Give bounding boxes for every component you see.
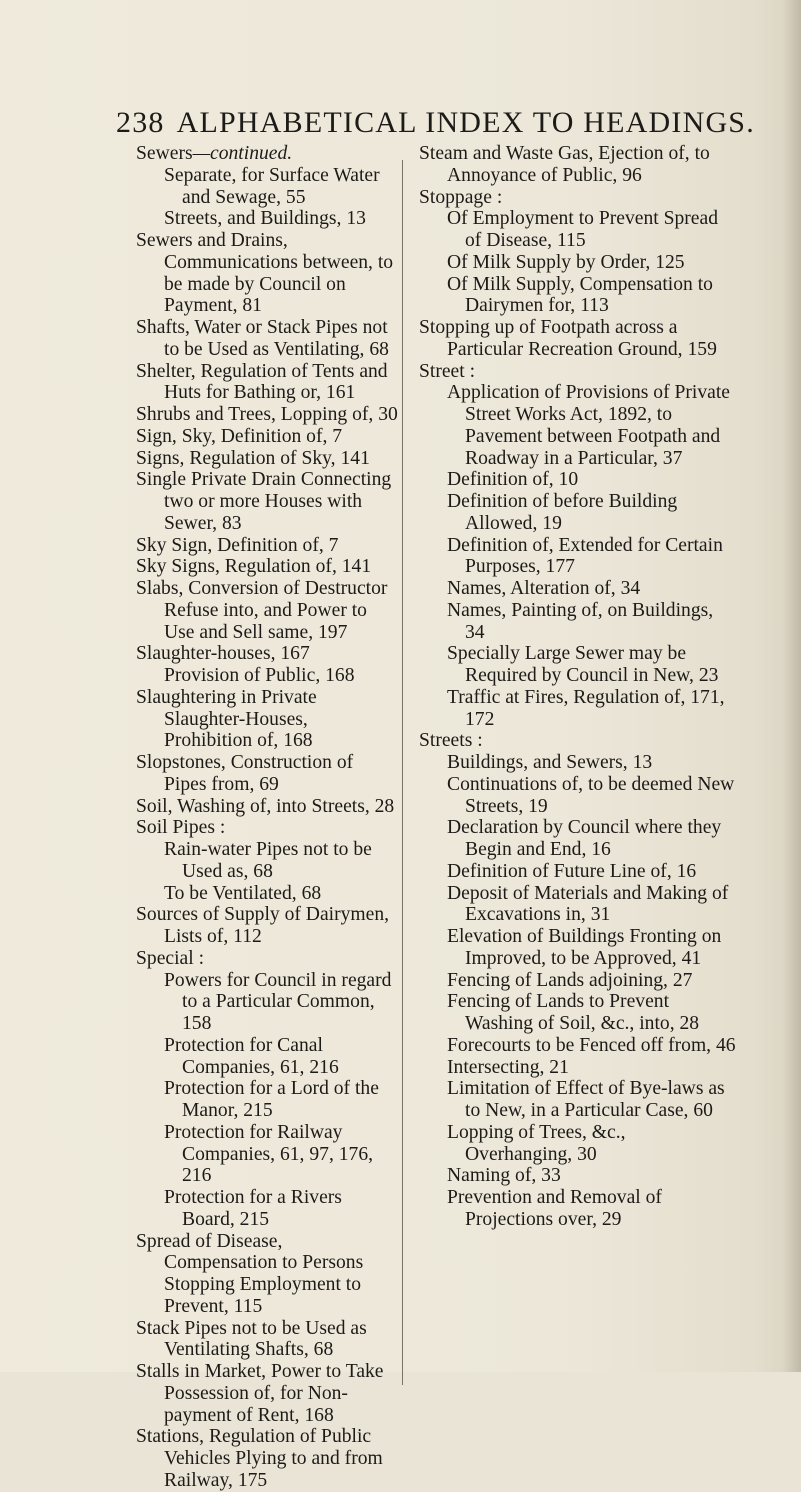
left-column [136, 143, 398, 1492]
index-subentry: Of Employment to Prevent Spread of Disease, 115 [447, 208, 718, 251]
index-entry: Sky Sign, Definition of, 7 [136, 534, 339, 556]
index-entry: Special : [136, 947, 205, 969]
column-divider [402, 160, 403, 1385]
running-header [116, 106, 796, 140]
index-subentry: Definition of, Extended for Certain Purposes, 177 [447, 534, 723, 578]
index-entry: Sky Signs, Regulation of, 141 [136, 556, 372, 578]
index-entry: Spread of Disease, Compensation to Persons Stopping Employment to Prevent, 115 [136, 1230, 364, 1317]
index-subentry: Fencing of Lands adjoining, 27 [447, 969, 693, 991]
continued-heading-term: Sewers [136, 143, 193, 164]
right-column [419, 143, 737, 1231]
index-entry: Soil Pipes : [136, 817, 226, 839]
index-subentry: Buildings, and Sewers, 13 [447, 752, 653, 773]
index-subentry: Specially Large Sewer may be Required by Council in New, 23 [447, 643, 719, 686]
index-entry: Street : [419, 360, 476, 382]
index-subentry: Protection for a Lord of the Manor, 215 [164, 1078, 379, 1121]
index-entry: Slopstones, Construction of Pipes from, 69 [136, 752, 354, 795]
index-entry: Stoppage : [419, 186, 503, 208]
index-entry: Slaughter-houses, 167 [136, 643, 310, 665]
index-entry: Stopping up of Footpath across a Particular Recreation Ground, 159 [419, 317, 717, 360]
index-entry: Signs, Regulation of Sky, 141 [136, 447, 370, 469]
index-subentry: Intersecting, 21 [447, 1056, 569, 1078]
index-entry: Shafts, Water or Stack Pipes not to be Used as Ventilating, 68 [136, 317, 389, 360]
index-subentry: Naming of, 33 [447, 1165, 561, 1187]
index-subentry: Forecourts to be Fenced off from, 46 [447, 1034, 736, 1056]
index-entry: Sewers and Drains, Communications between, to be made by Council on Payment, 81 [136, 230, 394, 317]
index-subentry: Prevention and Removal of Projections over, 29 [447, 1187, 662, 1230]
index-entry: Slaughtering in Private Slaughter-Houses, Prohibition of, 168 [136, 686, 317, 752]
index-entry: Sources of Supply of Dairymen, Lists of, 112 [136, 904, 390, 947]
index-subentry: Provision of Public, 168 [164, 665, 355, 686]
continued-note: —continued. [192, 143, 293, 164]
index-subentry: Continuations of, to be deemed New Streets, 19 [447, 773, 735, 817]
index-entry: Stack Pipes not to be Used as Ventilating Shafts, 68 [136, 1317, 367, 1361]
page-title: ALPHABETICAL INDEX TO HEADINGS. [176, 106, 755, 139]
right-entry-list [419, 143, 737, 1231]
continued-heading [136, 143, 398, 165]
index-entry: Steam and Waste Gas, Ejection of, to Annoyance of Public, 96 [419, 143, 710, 186]
index-subentry: Traffic at Fires, Regulation of, 171, 172 [447, 686, 725, 730]
index-subentry: Lopping of Trees, &c., Overhanging, 30 [447, 1121, 626, 1165]
index-entry: Stalls in Market, Power to Take Possession of, for Non-payment of Rent, 168 [136, 1361, 384, 1426]
index-entry: Shelter, Regulation of Tents and Huts for Bathing or, 161 [136, 360, 388, 404]
index-subentry: Fencing of Lands to Prevent Washing of Soil, &c., into, 28 [447, 991, 700, 1034]
index-subentry: Definition of before Building Allowed, 19 [447, 491, 678, 534]
index-subentry: Definition of, 10 [447, 469, 579, 491]
index-subentry: Separate, for Surface Water and Sewage, 55 [164, 164, 380, 208]
index-entry: Soil, Washing of, into Streets, 28 [136, 795, 395, 817]
index-subentry: Rain-water Pipes not to be Used as, 68 [164, 839, 372, 882]
index-subentry: To be Ventilated, 68 [164, 882, 322, 904]
index-entry: Streets : [419, 730, 483, 752]
index-subentry: Of Milk Supply by Order, 125 [447, 251, 685, 273]
index-subentry: Protection for Railway Companies, 61, 97, 176, 216 [164, 1121, 374, 1187]
index-subentry: Limitation of Effect of Bye-laws as to New, in a Particular Case, 60 [447, 1078, 725, 1121]
index-subentry: Protection for Canal Companies, 61, 216 [164, 1034, 339, 1078]
index-entry: Slabs, Conversion of Destructor Refuse into, and Power to Use and Sell same, 197 [136, 578, 388, 643]
index-subentry: Deposit of Materials and Making of Excavations in, 31 [447, 882, 729, 926]
index-entry: Single Private Drain Connecting two or more Houses with Sewer, 83 [136, 469, 392, 534]
index-subentry: Declaration by Council where they Begin and End, 16 [447, 817, 722, 860]
left-entry-list [136, 165, 398, 1492]
page-number: 238 [116, 106, 165, 139]
index-subentry: Streets, and Buildings, 13 [164, 208, 366, 230]
index-entry: Stations, Regulation of Public Vehicles Plying to and from Railway, 175 [136, 1426, 383, 1491]
index-entry: Shrubs and Trees, Lopping of, 30 [136, 404, 398, 425]
index-subentry: Protection for a Rivers Board, 215 [164, 1187, 342, 1230]
index-entry: Sign, Sky, Definition of, 7 [136, 425, 343, 447]
page-edge-shadow [783, 0, 801, 1372]
index-subentry: Of Milk Supply, Compensation to Dairymen for, 113 [447, 273, 713, 317]
index-subentry: Powers for Council in regard to a Particular Common, 158 [164, 969, 392, 1034]
index-subentry: Definition of Future Line of, 16 [447, 860, 697, 882]
index-subentry: Names, Painting of, on Buildings, 34 [447, 599, 714, 643]
index-subentry: Names, Alteration of, 34 [447, 578, 641, 599]
index-subentry: Application of Provisions of Private Street Works Act, 1892, to Pavement between Footpath and Roadway in a Particular, 37 [447, 382, 730, 469]
index-subentry: Elevation of Buildings Fronting on Improved, to be Approved, 41 [447, 926, 722, 969]
